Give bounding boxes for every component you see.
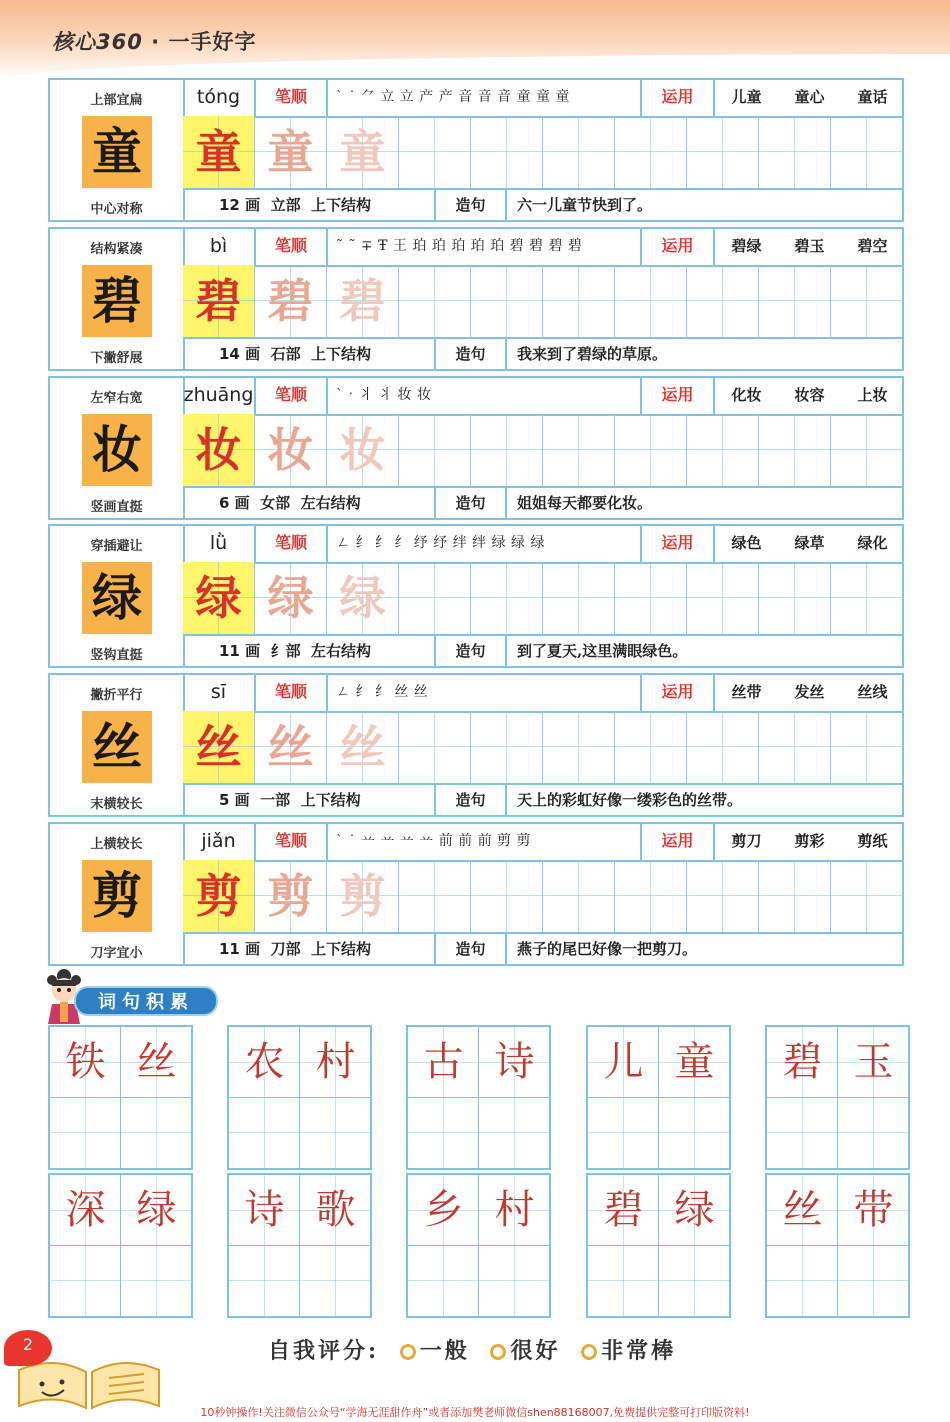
writing-cell[interactable]: 童 <box>255 116 327 188</box>
page-number: 2 <box>4 1330 52 1366</box>
model-character: 妆 <box>82 414 152 486</box>
example-sentence: 天上的彩虹好像一缕彩色的丝带。 <box>517 791 743 809</box>
vocab-char: 儿 <box>603 1039 644 1085</box>
usage-words <box>715 526 904 562</box>
usage-word: 发丝 <box>794 683 825 701</box>
writing-cell[interactable] <box>471 860 543 932</box>
character-card <box>48 524 904 668</box>
character-panel <box>50 675 185 815</box>
usage-word: 碧绿 <box>731 237 762 255</box>
vocab-cell <box>479 1175 550 1316</box>
rating-option-2-icon[interactable] <box>490 1344 506 1360</box>
vocab-cell <box>50 1027 121 1168</box>
usage-word: 剪纸 <box>857 832 888 850</box>
stroke-unit: 画 <box>234 791 250 809</box>
vocab-word-box[interactable] <box>48 1173 193 1318</box>
writing-cell[interactable]: 童 <box>183 116 255 188</box>
sentence-label: 造句 <box>434 785 507 817</box>
writing-cell[interactable] <box>615 711 687 783</box>
stroke-order-label: 笔顺 <box>256 526 328 562</box>
brand-title <box>52 26 256 56</box>
vocab-char: 丝 <box>782 1187 823 1233</box>
vocab-cell <box>229 1027 300 1168</box>
vocab-char: 村 <box>315 1039 356 1085</box>
writing-tip-bottom: 下撇舒展 <box>90 351 143 366</box>
vocab-cell <box>121 1175 192 1316</box>
stroke-unit: 画 <box>234 494 250 512</box>
writing-cell[interactable] <box>543 265 615 337</box>
practice-grid <box>183 414 904 486</box>
writing-cell[interactable]: 碧 <box>255 265 327 337</box>
writing-cell[interactable] <box>831 711 903 783</box>
model-character: 童 <box>82 116 152 188</box>
writing-cell[interactable] <box>543 711 615 783</box>
writing-cell[interactable] <box>759 414 831 486</box>
writing-cell[interactable] <box>831 562 903 634</box>
vocab-char: 歌 <box>315 1187 356 1233</box>
info-row-bottom <box>183 188 904 222</box>
stroke-order-label: 笔顺 <box>256 675 328 711</box>
writing-cell[interactable] <box>471 562 543 634</box>
stroke-order: ㄥ 纟 纟 丝 丝 <box>328 675 642 711</box>
writing-cell[interactable] <box>615 860 687 932</box>
vocab-cell <box>408 1175 479 1316</box>
usage-word: 剪彩 <box>794 832 825 850</box>
structure: 上下结构 <box>311 345 372 363</box>
writing-cell[interactable] <box>759 711 831 783</box>
structure: 上下结构 <box>300 791 361 809</box>
stroke-count: 5 <box>219 791 230 809</box>
usage-word: 丝带 <box>731 683 762 701</box>
pinyin: lǜ <box>183 526 256 562</box>
writing-tip-bottom: 中心对称 <box>90 202 143 217</box>
usage-word: 绿化 <box>857 534 888 552</box>
stroke-order-label: 笔顺 <box>256 824 328 860</box>
vocab-char: 玉 <box>853 1039 894 1085</box>
vocab-word-box[interactable] <box>227 1025 372 1170</box>
vocab-char: 村 <box>494 1187 535 1233</box>
usage-label: 运用 <box>642 675 715 711</box>
stroke-count: 6 <box>219 494 230 512</box>
character-card <box>48 673 904 817</box>
self-eval-label: 自我评分: <box>268 1338 380 1364</box>
practice-grid <box>183 265 904 337</box>
stroke-unit: 画 <box>245 940 261 958</box>
writing-tip-bottom: 竖钩直挺 <box>90 648 143 663</box>
structure: 上下结构 <box>311 196 372 214</box>
stroke-count: 11 <box>219 642 240 660</box>
character-panel <box>50 229 185 369</box>
vocab-cell <box>838 1175 909 1316</box>
writing-tip-top: 左窄右宽 <box>90 391 143 406</box>
writing-cell[interactable] <box>543 116 615 188</box>
writing-cell[interactable] <box>615 562 687 634</box>
character-card <box>48 376 904 520</box>
writing-tip-bottom: 刀字宜小 <box>90 946 143 961</box>
vocab-cell <box>838 1027 909 1168</box>
stroke-unit: 画 <box>245 642 261 660</box>
info-row-top <box>183 229 904 267</box>
radical: 立部 <box>270 196 301 214</box>
writing-cell[interactable]: 丝 <box>183 711 255 783</box>
writing-cell[interactable] <box>399 860 471 932</box>
writing-cell[interactable] <box>615 116 687 188</box>
usage-word: 碧玉 <box>794 237 825 255</box>
usage-word: 妆容 <box>794 386 825 404</box>
vocab-cell <box>300 1027 371 1168</box>
usage-word: 儿童 <box>731 88 762 106</box>
rating-option-1-icon[interactable] <box>400 1344 416 1360</box>
model-character: 丝 <box>82 711 152 783</box>
usage-words <box>715 378 904 414</box>
stroke-count: 14 <box>219 345 240 363</box>
vocab-char: 绿 <box>674 1187 715 1233</box>
sentence-label: 造句 <box>434 488 507 520</box>
usage-word: 剪刀 <box>731 832 762 850</box>
brand-separator: · <box>151 30 161 54</box>
vocab-char: 古 <box>423 1039 464 1085</box>
usage-label: 运用 <box>642 824 715 860</box>
stroke-order: ` ˙ ⺈ 立 立 产 产 音 音 音 童 童 童 <box>328 80 642 116</box>
character-card <box>48 822 904 966</box>
writing-cell[interactable] <box>399 562 471 634</box>
example-sentence: 姐姐每天都要化妆。 <box>517 494 653 512</box>
character-panel <box>50 80 185 220</box>
example-sentence: 到了夏天,这里满眼绿色。 <box>517 642 688 660</box>
vocab-char: 绿 <box>136 1187 177 1233</box>
character-card <box>48 78 904 222</box>
example-sentence: 我来到了碧绿的草原。 <box>517 345 668 363</box>
info-row-bottom <box>183 783 904 817</box>
writing-cell[interactable] <box>759 860 831 932</box>
vocab-word-box[interactable] <box>765 1173 910 1318</box>
stroke-order-label: 笔顺 <box>256 80 328 116</box>
writing-cell[interactable] <box>471 414 543 486</box>
writing-cell[interactable] <box>687 711 759 783</box>
vocab-cell <box>50 1175 121 1316</box>
stroke-unit: 画 <box>245 196 261 214</box>
info-row-top <box>183 378 904 416</box>
vocab-char: 童 <box>674 1039 715 1085</box>
info-row-top <box>183 675 904 713</box>
vocab-cell <box>767 1027 838 1168</box>
writing-cell[interactable] <box>471 711 543 783</box>
sentence-label: 造句 <box>434 636 507 668</box>
info-row-top <box>183 526 904 564</box>
writing-cell[interactable]: 绿 <box>327 562 399 634</box>
vocab-char: 诗 <box>494 1039 535 1085</box>
stroke-order: ` ˙ 䒑 䒑 䒑 䒑 前 前 前 剪 剪 <box>328 824 642 860</box>
practice-grid <box>183 116 904 188</box>
usage-word: 丝线 <box>857 683 888 701</box>
rating-option-1[interactable]: 一般 <box>419 1338 470 1364</box>
writing-cell[interactable]: 剪 <box>327 860 399 932</box>
writing-tip-top: 穿插避让 <box>90 539 143 554</box>
stroke-order: ` ˑ 丬 丬 妆 妆 <box>328 378 642 414</box>
writing-cell[interactable] <box>399 414 471 486</box>
vocab-word-box[interactable] <box>227 1173 372 1318</box>
practice-grid <box>183 860 904 932</box>
character-panel <box>50 378 185 518</box>
info-row-bottom <box>183 932 904 966</box>
writing-cell[interactable]: 童 <box>327 116 399 188</box>
rating-option-2[interactable]: 很好 <box>510 1338 561 1364</box>
vocab-word-box[interactable] <box>765 1025 910 1170</box>
writing-tip-top: 上部宜扁 <box>90 93 143 108</box>
writing-cell[interactable]: 绿 <box>183 562 255 634</box>
usage-word: 童心 <box>794 88 825 106</box>
info-row-bottom <box>183 634 904 668</box>
stroke-count: 11 <box>219 940 240 958</box>
vocab-cell <box>659 1175 730 1316</box>
writing-cell[interactable] <box>687 414 759 486</box>
writing-cell[interactable]: 妆 <box>255 414 327 486</box>
usage-label: 运用 <box>642 526 715 562</box>
example-sentence: 六一儿童节快到了。 <box>517 196 653 214</box>
character-panel <box>50 824 185 964</box>
sentence-label: 造句 <box>434 339 507 371</box>
stroke-unit: 画 <box>245 345 261 363</box>
writing-cell[interactable] <box>831 860 903 932</box>
usage-words <box>715 824 904 860</box>
vocab-word-box[interactable] <box>586 1025 731 1170</box>
vocab-cell <box>121 1027 192 1168</box>
info-row-top <box>183 80 904 118</box>
sentence-label: 造句 <box>434 934 507 966</box>
vocab-word-box[interactable] <box>48 1025 193 1170</box>
usage-label: 运用 <box>642 80 715 116</box>
stroke-order: ㄥ 纟 纟 纟 纾 纾 绊 绊 绿 绿 绿 <box>328 526 642 562</box>
brand-subtitle: 一手好字 <box>168 30 257 54</box>
writing-tip-bottom: 竖画直挺 <box>90 500 143 515</box>
radical: 纟部 <box>270 642 301 660</box>
writing-cell[interactable]: 绿 <box>255 562 327 634</box>
writing-cell[interactable]: 碧 <box>327 265 399 337</box>
info-row-bottom <box>183 486 904 520</box>
writing-tip-bottom: 末横较长 <box>90 797 143 812</box>
vocab-word-box[interactable] <box>406 1025 551 1170</box>
writing-tip-top: 上横较长 <box>90 837 143 852</box>
radical: 刀部 <box>270 940 301 958</box>
pinyin: zhuāng <box>183 378 256 414</box>
stroke-order-label: 笔顺 <box>256 378 328 414</box>
writing-cell[interactable] <box>687 265 759 337</box>
writing-cell[interactable] <box>543 860 615 932</box>
character-card <box>48 227 904 371</box>
vocab-char: 乡 <box>423 1187 464 1233</box>
vocab-char: 诗 <box>244 1187 285 1233</box>
writing-cell[interactable] <box>687 562 759 634</box>
writing-cell[interactable] <box>399 265 471 337</box>
usage-word: 上妆 <box>857 386 888 404</box>
writing-tip-top: 撇折平行 <box>90 688 143 703</box>
pinyin: bì <box>183 229 256 265</box>
sentence-label: 造句 <box>434 190 507 222</box>
structure: 上下结构 <box>311 940 372 958</box>
writing-cell[interactable]: 丝 <box>327 711 399 783</box>
usage-words <box>715 80 904 116</box>
writing-cell[interactable] <box>687 116 759 188</box>
model-character: 碧 <box>82 265 152 337</box>
writing-cell[interactable] <box>831 265 903 337</box>
pinyin: tóng <box>183 80 256 116</box>
vocab-cell <box>588 1175 659 1316</box>
info-row-top <box>183 824 904 862</box>
writing-cell[interactable]: 妆 <box>327 414 399 486</box>
vocab-char: 碧 <box>782 1039 823 1085</box>
pinyin: jiǎn <box>183 824 256 860</box>
writing-cell[interactable]: 剪 <box>183 860 255 932</box>
vocab-cell <box>479 1027 550 1168</box>
practice-grid <box>183 562 904 634</box>
writing-cell[interactable]: 剪 <box>255 860 327 932</box>
writing-tip-top: 结构紧凑 <box>90 242 143 257</box>
vocab-cell <box>408 1027 479 1168</box>
usage-label: 运用 <box>642 229 715 265</box>
writing-cell[interactable] <box>471 265 543 337</box>
writing-cell[interactable]: 丝 <box>255 711 327 783</box>
rating-option-3-icon[interactable] <box>581 1344 597 1360</box>
vocab-char: 铁 <box>65 1039 106 1085</box>
model-character: 绿 <box>82 562 152 634</box>
writing-cell[interactable] <box>543 562 615 634</box>
writing-cell[interactable] <box>687 860 759 932</box>
vocab-word-box[interactable] <box>586 1173 731 1318</box>
vocab-cell <box>767 1175 838 1316</box>
radical: 女部 <box>260 494 291 512</box>
writing-cell[interactable] <box>831 116 903 188</box>
vocab-cell <box>588 1027 659 1168</box>
self-evaluation <box>268 1334 676 1365</box>
usage-word: 化妆 <box>731 386 762 404</box>
model-character: 剪 <box>82 860 152 932</box>
stroke-order-label: 笔顺 <box>256 229 328 265</box>
vocab-char: 农 <box>244 1039 285 1085</box>
usage-word: 童话 <box>857 88 888 106</box>
writing-cell[interactable] <box>759 265 831 337</box>
stroke-count: 12 <box>219 196 240 214</box>
info-row-bottom <box>183 337 904 371</box>
example-sentence: 燕子的尾巴好像一把剪刀。 <box>517 940 698 958</box>
rating-option-3[interactable]: 非常棒 <box>601 1338 677 1364</box>
practice-grid <box>183 711 904 783</box>
writing-cell[interactable] <box>399 711 471 783</box>
vocab-char: 碧 <box>603 1187 644 1233</box>
usage-words <box>715 675 904 711</box>
vocab-char: 带 <box>853 1187 894 1233</box>
writing-cell[interactable] <box>399 116 471 188</box>
radical: 石部 <box>270 345 301 363</box>
writing-cell[interactable] <box>543 414 615 486</box>
vocab-cell <box>659 1027 730 1168</box>
usage-label: 运用 <box>642 378 715 414</box>
radical: 一部 <box>260 791 291 809</box>
writing-cell[interactable] <box>759 562 831 634</box>
usage-word: 碧空 <box>857 237 888 255</box>
stroke-order: ˜ ˜ ∓ Ŧ 王 珀 珀 珀 珀 珀 碧 碧 碧 碧 <box>328 229 642 265</box>
vocab-title: 词句积累 <box>74 986 218 1016</box>
pinyin: sī <box>183 675 256 711</box>
structure: 左右结构 <box>311 642 372 660</box>
writing-cell[interactable] <box>615 265 687 337</box>
vocab-word-box[interactable] <box>406 1173 551 1318</box>
vocab-char: 深 <box>65 1187 106 1233</box>
usage-words <box>715 229 904 265</box>
writing-cell[interactable] <box>471 116 543 188</box>
brand-logo: 核心360 <box>52 30 143 54</box>
vocab-cell <box>300 1175 371 1316</box>
writing-cell[interactable] <box>759 116 831 188</box>
writing-cell[interactable] <box>831 414 903 486</box>
structure: 左右结构 <box>300 494 361 512</box>
footer-note: 10秒钟操作!关注微信公众号“学海无涯甜作舟”或者添加樊老师微信shen88168007,免费提供完整可打印版资料! <box>200 1406 750 1419</box>
writing-cell[interactable] <box>615 414 687 486</box>
usage-word: 绿色 <box>731 534 762 552</box>
writing-cell[interactable]: 妆 <box>183 414 255 486</box>
usage-word: 绿草 <box>794 534 825 552</box>
character-panel <box>50 526 185 666</box>
vocab-cell <box>229 1175 300 1316</box>
vocab-char: 丝 <box>136 1039 177 1085</box>
writing-cell[interactable]: 碧 <box>183 265 255 337</box>
